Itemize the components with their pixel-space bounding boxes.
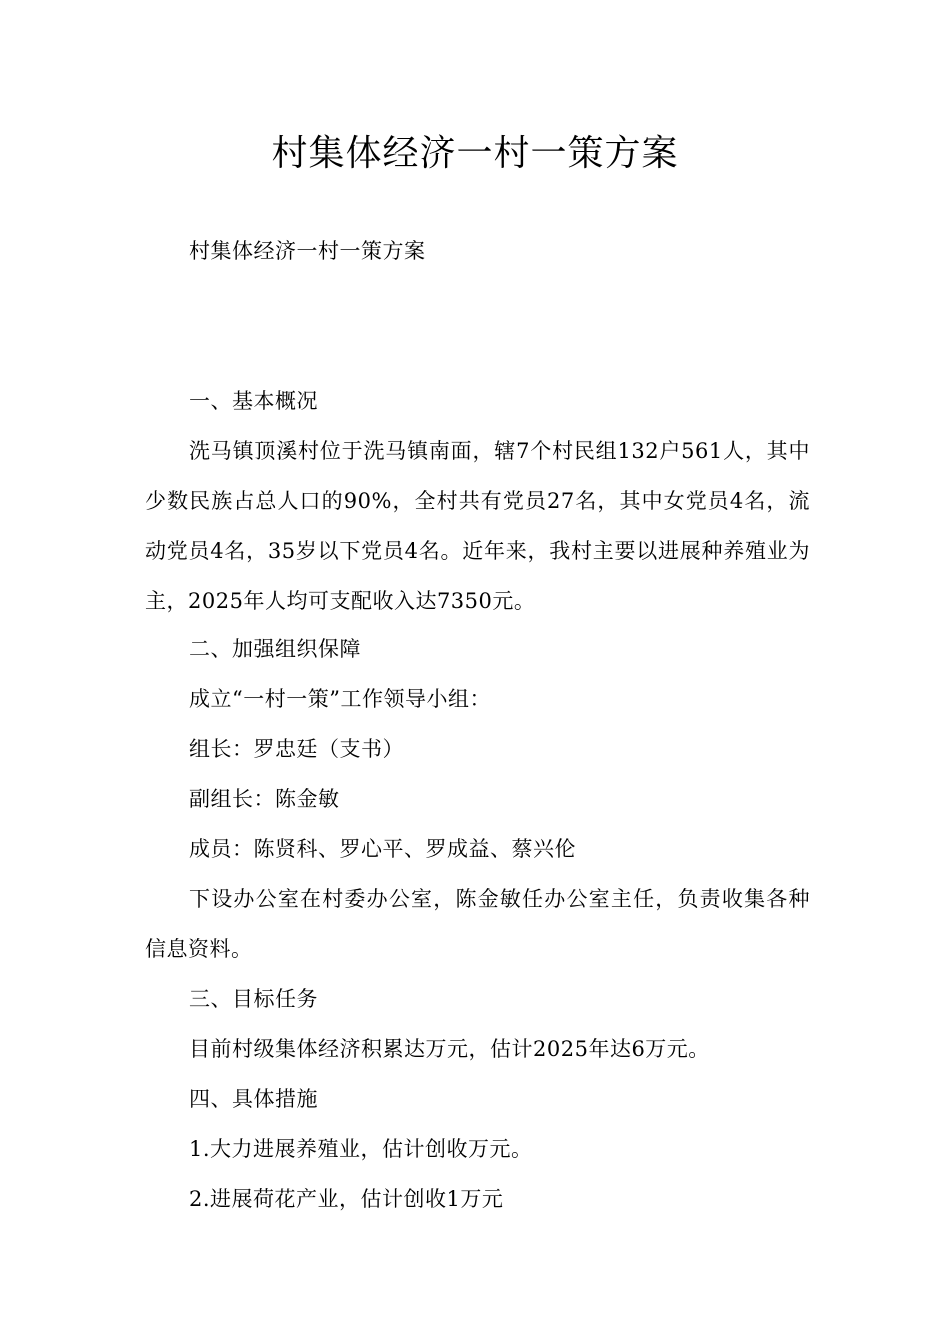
overview-paragraph: 洗马镇顶溪村位于洗马镇南面，辖7个村民组132户561人，其中少数民族占总人口的90%，全村共有党员27名，其中女党员4名，流动党员4名，35岁以下党员4名。近年来，我村主要以进展种养殖业为主，2025年人均可支配收入达7350元。 — [145, 439, 810, 613]
document-title: 村集体经济一村一策方案 — [271, 133, 679, 174]
group-leader-paragraph: 组长：罗忠廷（支书） — [189, 737, 404, 761]
measure-item-2: 2.进展荷花产业，估计创收1万元 — [189, 1187, 504, 1211]
deputy-leader-paragraph: 副组长：陈金敏 — [189, 787, 340, 811]
targets-paragraph: 目前村级集体经济积累达万元，估计2025年达6万元。 — [189, 1037, 710, 1061]
section-heading-organization: 二、加强组织保障 — [189, 637, 361, 661]
measure-item-1: 1.大力进展养殖业，估计创收万元。 — [189, 1137, 533, 1161]
section-heading-targets: 三、目标任务 — [189, 987, 318, 1011]
section-heading-basic-overview: 一、基本概况 — [189, 389, 318, 413]
section-heading-measures: 四、具体措施 — [189, 1087, 318, 1111]
leadership-group-paragraph: 成立“一村一策”工作领导小组： — [189, 687, 491, 711]
subtitle-paragraph: 村集体经济一村一策方案 — [189, 239, 426, 263]
members-paragraph: 成员：陈贤科、罗心平、罗成益、蔡兴伦 — [189, 837, 576, 861]
office-paragraph: 下设办公室在村委办公室，陈金敏任办公室主任，负责收集各种信息资料。 — [145, 887, 810, 961]
